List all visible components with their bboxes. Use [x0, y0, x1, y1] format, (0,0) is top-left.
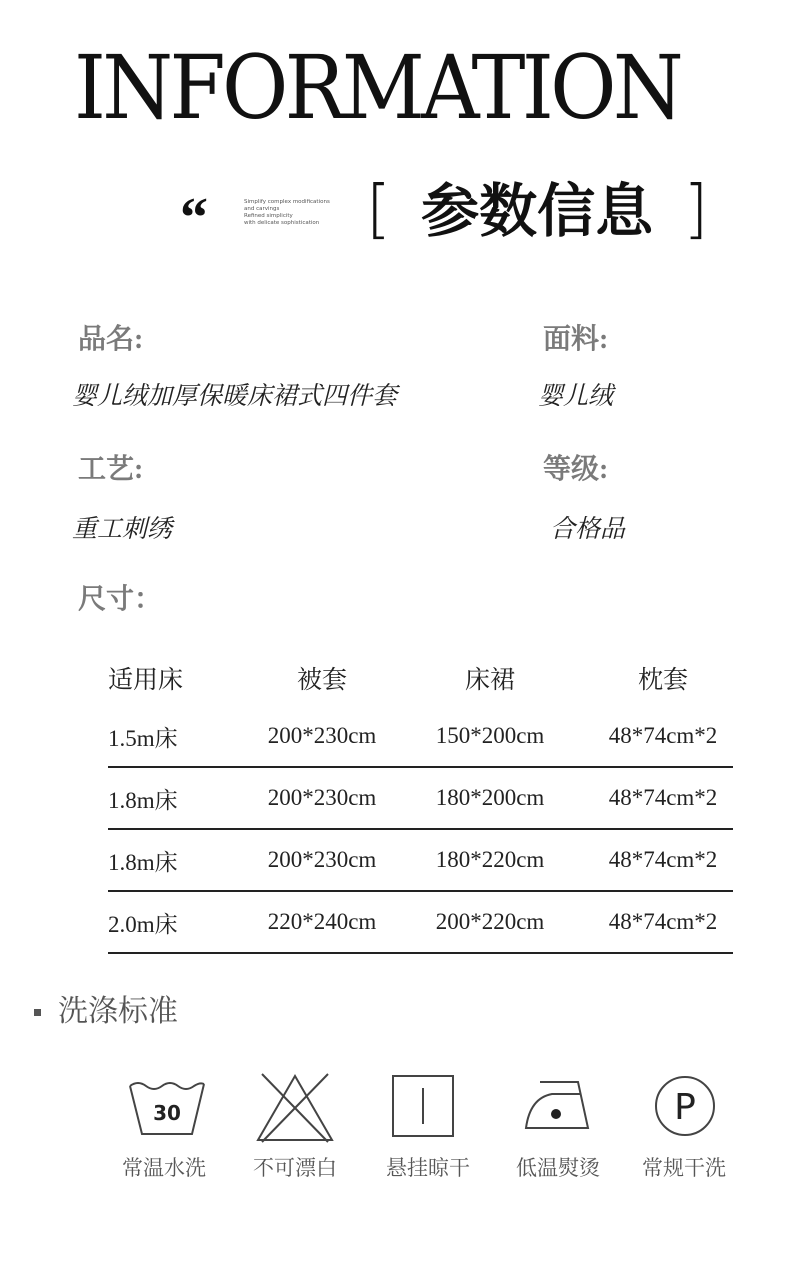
wash-symbol-label: 低温熨烫: [516, 1156, 600, 1180]
fabric-label: 面料:: [543, 324, 609, 355]
grade-label: 等级:: [543, 454, 609, 485]
svg-text:30: 30: [153, 1101, 181, 1125]
product-name-label: 品名:: [78, 324, 144, 355]
table-cell: 1.8m床: [108, 849, 178, 875]
size-label: 尺寸：: [78, 584, 163, 615]
table-cell: 180*200cm: [435, 785, 545, 810]
size-table: [108, 650, 733, 954]
table-cell: 2.0m床: [108, 911, 178, 937]
table-row: [108, 830, 733, 892]
table-header-cell: 被套: [296, 667, 347, 694]
tagline-line: Simplify complex modifications: [244, 199, 330, 205]
table-cell: 200*230cm: [267, 847, 377, 872]
wash-30-icon: [122, 1068, 212, 1148]
tagline-line: and carvings: [244, 206, 280, 212]
table-cell: 48*74cm*2: [608, 785, 718, 810]
section-title-text: 参数信息: [421, 177, 654, 245]
tagline-line: Refined simplicity: [244, 213, 293, 219]
table-cell: 48*74cm*2: [608, 909, 718, 934]
bullet-square-icon: [34, 1009, 41, 1016]
tagline: [244, 199, 354, 227]
table-cell: 180*220cm: [435, 847, 545, 872]
table-row: [108, 768, 733, 830]
svg-text:P: P: [674, 1087, 696, 1128]
table-row: [108, 706, 733, 768]
table-cell: 220*240cm: [267, 909, 377, 934]
tagline-line: with delicate sophistication: [244, 220, 320, 226]
table-cell: 48*74cm*2: [608, 723, 718, 748]
table-cell: 1.5m床: [108, 725, 178, 751]
wash-symbol-label: 常规干洗: [642, 1156, 726, 1180]
do-not-bleach-icon: [250, 1068, 340, 1148]
bracket-close: ]: [683, 173, 709, 247]
grade-value: 合格品: [550, 516, 626, 543]
wash-section-title: 洗涤标准: [58, 994, 178, 1029]
dry-clean-p-icon: [640, 1068, 730, 1148]
hang-dry-icon: [378, 1068, 468, 1148]
table-header-cell: 床裙: [464, 667, 515, 694]
iron-low-icon: [512, 1068, 602, 1148]
craft-value: 重工刺绣: [72, 516, 173, 543]
fabric-value: 婴儿绒: [538, 383, 614, 410]
quote-mark: “: [180, 187, 208, 249]
table-cell: 200*230cm: [267, 723, 377, 748]
craft-label: 工艺:: [78, 454, 144, 485]
bracket-open: [: [366, 173, 391, 247]
brand-title: INFORMATION: [74, 36, 680, 139]
table-cell: 200*230cm: [267, 785, 377, 810]
table-header-cell: 适用床: [108, 667, 184, 694]
table-cell: 150*200cm: [435, 723, 545, 748]
section-title: [366, 170, 708, 250]
wash-symbol-label: 悬挂晾干: [386, 1156, 470, 1180]
table-header-cell: 枕套: [637, 667, 688, 694]
table-cell: 48*74cm*2: [608, 847, 718, 872]
table-header-row: [108, 650, 733, 706]
wash-symbol-label: 常温水洗: [122, 1156, 206, 1180]
table-cell: 1.8m床: [108, 787, 178, 813]
table-row: [108, 892, 733, 954]
product-name-value: 婴儿绒加厚保暖床裙式四件套: [72, 383, 398, 410]
table-cell: 200*220cm: [435, 909, 545, 934]
wash-symbol-label: 不可漂白: [253, 1156, 337, 1180]
